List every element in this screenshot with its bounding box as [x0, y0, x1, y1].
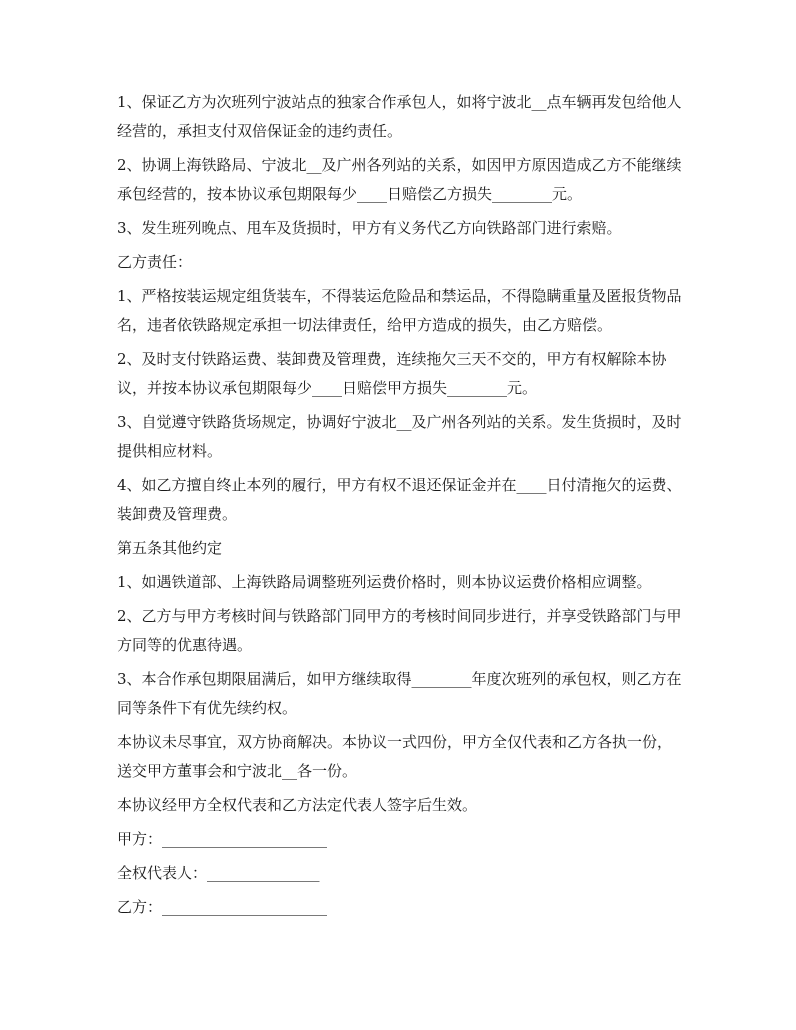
- article-5-heading: 第五条其他约定: [117, 539, 223, 557]
- representative-signature-line: 全权代表人：_______________: [117, 864, 320, 882]
- article-5-item-3: 3、本合作承包期限届满后，如甲方继续取得________年度次班列的承包权，则乙方在同等条件下有优先续约权。: [117, 670, 682, 717]
- party-b-duty-2: 2、及时支付铁路运费、装卸费及管理费，连续拖欠三天不交的，甲方有权解除本协议，并按本协议承包期限每少____日赔偿甲方损失________元。: [117, 350, 667, 397]
- party-b-duty-4: 4、如乙方擅自终止本列的履行，甲方有权不退还保证金并在____日付清拖欠的运费、装卸费及管理费。: [117, 476, 682, 523]
- contract-page: [117, 88, 685, 927]
- party-a-duty-3: 3、发生班列晚点、甩车及货损时，甲方有义务代乙方向铁路部门进行索赔。: [117, 219, 622, 237]
- party-a-duty-1: 1、保证乙方为次班列宁波站点的独家合作承包人，如将宁波北__点车辆再发包给他人经营的，承担支付双倍保证金的违约责任。: [117, 93, 682, 140]
- party-b-heading: 乙方责任：: [117, 253, 193, 271]
- party-b-duty-1: 1、严格按装运规定组货装车，不得装运危险品和禁运品，不得隐瞒重量及匿报货物品名，违者依铁路规定承担一切法律责任，给甲方造成的损失，由乙方赔偿。: [117, 287, 682, 334]
- party-a-duty-2: 2、协调上海铁路局、宁波北__及广州各列站的关系，如因甲方原因造成乙方不能继续承包经营的，按本协议承包期限每少____日赔偿乙方损失________元。: [117, 156, 682, 203]
- party-b-duty-3: 3、自觉遵守铁路货场规定，协调好宁波北__及广州各列站的关系。发生货损时，及时提供相应材料。: [117, 413, 682, 460]
- party-b-signature-line: 乙方：______________________: [117, 898, 328, 916]
- closing-clause-1: 本协议未尽事宜，双方协商解决。本协议一式四份，甲方全仅代表和乙方各执一份，送交甲方董事会和宁波北__各一份。: [117, 733, 673, 780]
- article-5-item-2: 2、乙方与甲方考核时间与铁路部门同甲方的考核时间同步进行，并享受铁路部门与甲方同等的优惠待遇。: [117, 607, 682, 654]
- closing-clause-2: 本协议经甲方全权代表和乙方法定代表人签字后生效。: [117, 796, 478, 814]
- party-a-signature-line: 甲方：______________________: [117, 830, 328, 848]
- article-5-item-1: 1、如遇铁道部、上海铁路局调整班列运费价格时，则本协议运费价格相应调整。: [117, 573, 652, 591]
